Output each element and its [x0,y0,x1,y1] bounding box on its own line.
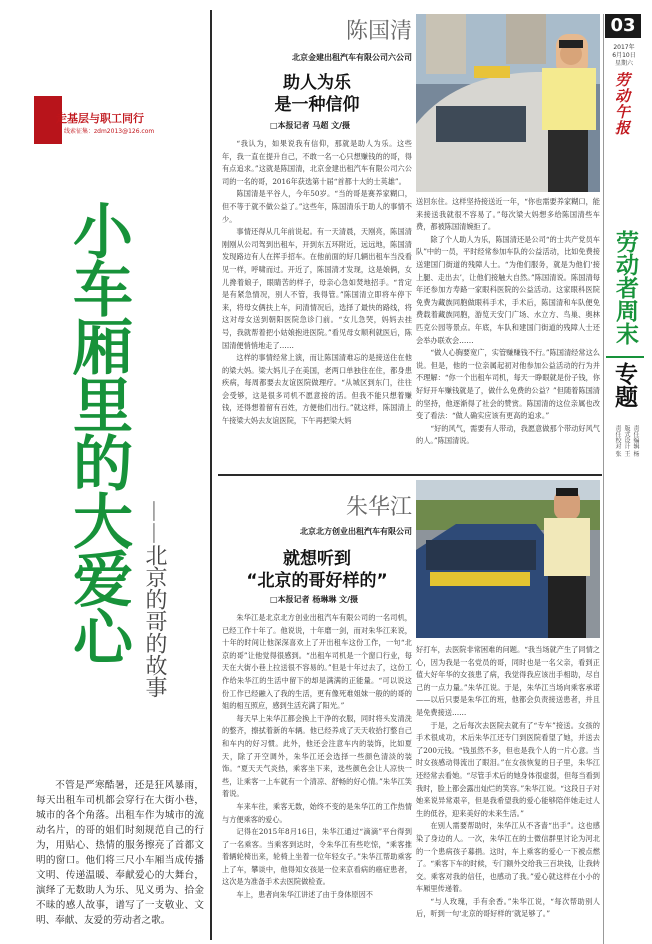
page-number: 03 [605,14,641,38]
story1-company: 北京金建出租汽车有限公司六公司 [292,53,412,62]
feature-subhead: ——北京的哥的故事 [142,500,167,698]
column-logo-title: 走基层与职工同行 [56,112,144,125]
story1-col2-para: “好的风气，需要有人带动，我愿意做那个带动好风气的人。”陈国清说。 [416,423,600,446]
story1-name: 陈国清 [345,19,412,44]
story1-column-2 [416,196,600,466]
story2-column-2 [416,644,600,932]
story2-company: 北京北方创业出租汽车有限公司 [300,527,412,536]
editor-name-3: 张 [614,450,621,457]
story1-col1-para: “我认为，如果说我有信仰，那就是助人为乐。这些年，我一直在提升自己，不敢一名一心只想赚钱的的哥，得有点追求。”这就是陈国清，北京金建出租汽车有限公司六公司的一名的哥，2016年获选第十届“首都十大的士英雄”。 [222,139,412,186]
story2-col1-para: 车来车往，乘客无数，始终不变的是朱华江的工作热情与方便乘客的爱心。 [222,801,412,824]
issue-weekday: 星期六 [614,60,633,67]
story2-byline: □本报记者 杨琳琳 文/摄 [270,595,359,604]
story2-photo [416,480,600,638]
story1-col2-para: 送回东住。这样坚持接送近一年，“你也需要养家糊口，能来接送我就很不容易了。”每次梁大妈想多给陈国清些车费，都被陈国清婉拒了。 [416,197,600,232]
story2-col2-para: 好打车，去医院非常困难的问题。“我当场就产生了同情之心，因为我是一名党员的哥，同时也是一名父亲，看到正值大好年华的女孩患了病，我觉得我应该出手相助，尽自己的一点力量。”朱华江说。于是，朱华江当场向乘客承诺——以后只要是朱华江的班，他都会负责接送患者，并且是免费接送…… [416,645,600,717]
issue-date: 2017年 [613,44,635,51]
column-logo [34,96,204,144]
story1-col1-para: 陈国清是平谷人，今年50岁。“当的哥是赛养家糊口，但不等于就不做公益了。”这些年，陈国清乐于助人的事情不少。 [222,189,412,224]
story1-col2-para: “做人心胸要宽广，实管赚赚钱不行。”陈国清经常这么说。但是，他的一位亲属起初对他参加公益活动的行为并不理解：“你一个出租车司机，每天一睁眼就是份子钱，你好好开车赚钱就是了，做什么免费的公益？”但随着陈国清的坚持，他逐渐得了社会的赞赏。陈国清的这位亲属也改变了看法：“做人确实应该有更高的追求。” [416,348,600,421]
story2-col2-para: 在别人需要帮助时，朱华江从不吝啬“出手”。这也感染了身边的人。一次，朱华江在的士微信群里讨论为河北的一个患病孩子募捐。这时，车上乘客的爱心一下被点燃了。“乘客下车的时候，专门额外交给我三百块钱，让我转交。乘客对我的信任，也感动了我。”爱心就这样在小小的车厢里传递着。 [416,821,600,894]
story-divider [218,474,602,476]
story2-col1-para: 朱华江是北京北方创业出租汽车有限公司的一名司机，已经工作十年了。他说说，十年磨一剑，而对朱华江来说，十年的时间让他深深喜欢上了开出租车这份工作，一句“北京的哥”让他觉得很感到。“出租车司机是一个窗口行业，每天在大街小巷上拉送很不容易的。”但是十年过去了，这份工作给朱华江的生活中留下的却是满满的正能量。“可以说这份工作已经融入了我的生活，更有像死难姐妹一般的的哥的姐的相互照应，感到生活充满了阳光。” [222,613,412,711]
story1-headline-line2: 是一种信仰 [274,95,360,115]
editor-name-1: 杨 [632,450,639,457]
story1-col2-para: 除了个人助人为乐，陈国清还是公司“的士共产党员车队”中的一员，平时经常参加车队的公益活动，比如免费接送建国门街道的残障人士。“为他们服务，就是为他们‘接上腿、走出去’，让他们接触大自然。”陈国清说。陈国清每年还参加方寿路一家眼科医院的公益活动。这家眼科医院免费为藏族同胞做眼科手术，手术后，陈国清和车队便免费载着藏族同胞，游览天安门广场、水立方、鸟巢、奥林匹克公园等景点。年底，车队和建国门街道的残障人士还会举办联欢会…… [416,234,600,345]
topic-label: 专题 [611,362,638,408]
editor-credits [613,425,640,485]
story1-headline-line1: 助人为乐 [283,73,351,93]
taxi-driver-photo-1 [416,14,600,192]
story2-col1-para: 每天早上朱华江都会换上干净的衣服，同时将头发清洗的整齐，擦拭着新的车辆。他已经养成了天天收拾打整自己和车内的好习惯。此外，他还会注意车内的装饰，比如夏天，除了开空调外，朱华江还会选择一些颜色清淡的装饰。“夏天天气炎热，乘客坐下来，选些颜色会让人凉快一些，让乘客一上车就有一个清凉、舒畅的好心情。”朱华江笑着说。 [222,713,412,799]
column-logo-subtitle: 线索征集：zdm2013@126.com [64,128,155,135]
story1-column-1 [222,138,412,468]
issue-date-day: 6月10日 [612,52,636,59]
story2-col2-para: “与人玫瑰，手有余香。”朱华江说，“每次帮助别人后，听到一句‘北京的哥好样的’就足够了。” [416,896,600,919]
story2-column-1 [222,612,412,932]
story2-col1-para: 车上，患者向朱华江讲述了由于身体原因不 [236,890,373,900]
story2-headline-line2: “北京的哥好样的” [246,571,388,591]
paper-name-logo: 劳动午报 [613,72,631,136]
story1-col1-para: 这样的事情经常上演，而让陈国清难忘的是接送住在他的梁大妈。梁大妈儿子在美国，老两口单独住在住，都身患疾病，每周都要去友谊医院做理疗。“从城区到东门，往往会受够，这是很多司机不愿意接的活。但我不能只想着赚钱，还得想着留有百姓，方便他们出行。”就这样，陈国清上午接梁大妈去友谊医院，下午再把梁大妈 [222,353,412,426]
taxi-driver-photo-2 [416,480,600,638]
feature-intro: 不管是严寒酷暑，还是狂风暴雨，每天出租车司机都会穿行在大街小巷，城市的各个角落。出租车作为城市的流动名片，的哥的姐们时刻规范自己的行为，用贴心、热情的服务擦亮了首都文明的窗口。他们将三尺小车厢当成传播文明、传递温暖、奉献爱心的大舞台，演绎了无数助人为乐、见义勇为、拾金不昧的感人故事，谱写了一支敬业、文明、奉献、友爱的劳动者之歌。 [36,780,204,926]
story2-name: 朱华江 [345,495,412,520]
editor-line-1: 责任编辑 [632,425,639,449]
feature-headline: 小车厢里的大爱心 [63,200,133,664]
story1-col1-para: 事情还得从几年前说起。有一天清晨，天刚亮，陈国清刚刚从公司驾到出租车，开到东五环附近，远远地，陈国清发现路边有人在挥手招车。在他前面的好几辆出租车当没看见一样，呼啸而过。开近了，陈国清才发现，这是娘俩，女儿搀着娘子，眼睛苦的样子，母亲心急如焚地招手。“肯定是有紧急情况，别人不管，我得管。”陈国清立即将车停下来，将母女俩扶上车，问清情况后，选择了最快的路线，将这对母女送到朝阳医院急诊门前。“女儿急哭，妈妈去挂号，我就帮着把小姑娘抱进医院。”看见母女顺利就医后，陈国清便悄悄地走了…… [222,227,412,350]
story2-col2-para: 于是，之后每次去医院去就有了“专车”接送。女孩的手术很成功，术后朱华江还专门到医院看望了她，并送去了200元钱。“钱虽然不多，但也是我个人的一片心意。当时女孩感动得流出了眼泪。”在女孩恢复的日子里，朱华江还经常去看她。“尽管手术后的她身体很虚弱，但每当看到我时，脸上都会露出灿烂的笑容。”朱华江说。“这段日子对她来说异常艰辛，但是我希望我的爱心能够陪伴她走过人生的低谷，迎来美好的未来生活。” [416,720,600,818]
story2-headline-line1: 就想听到 [283,549,351,569]
section-label: 劳动者周末 [612,230,639,345]
editor-name-2: 王 [623,450,630,457]
story1-photo [416,14,600,192]
story2-col1-para: 记得在2015年8月16日，朱华江通过“滴滴”平台得到了一名乘客。当乘客到达时，令朱华江有些吃惊，“乘客推着辆轮椅出来，轮椅上坐着一位年轻女子。”朱华江帮助乘客上了车，攀谈中，他得知女孩是一位来京看病的癌症患者，这次是为准备手术去医院做检查。 [222,827,412,887]
editor-line-3: 责任校对 [614,425,621,449]
editor-line-2: 版式设计 [623,425,630,449]
story1-byline: □本报记者 马超 文/摄 [270,121,351,130]
